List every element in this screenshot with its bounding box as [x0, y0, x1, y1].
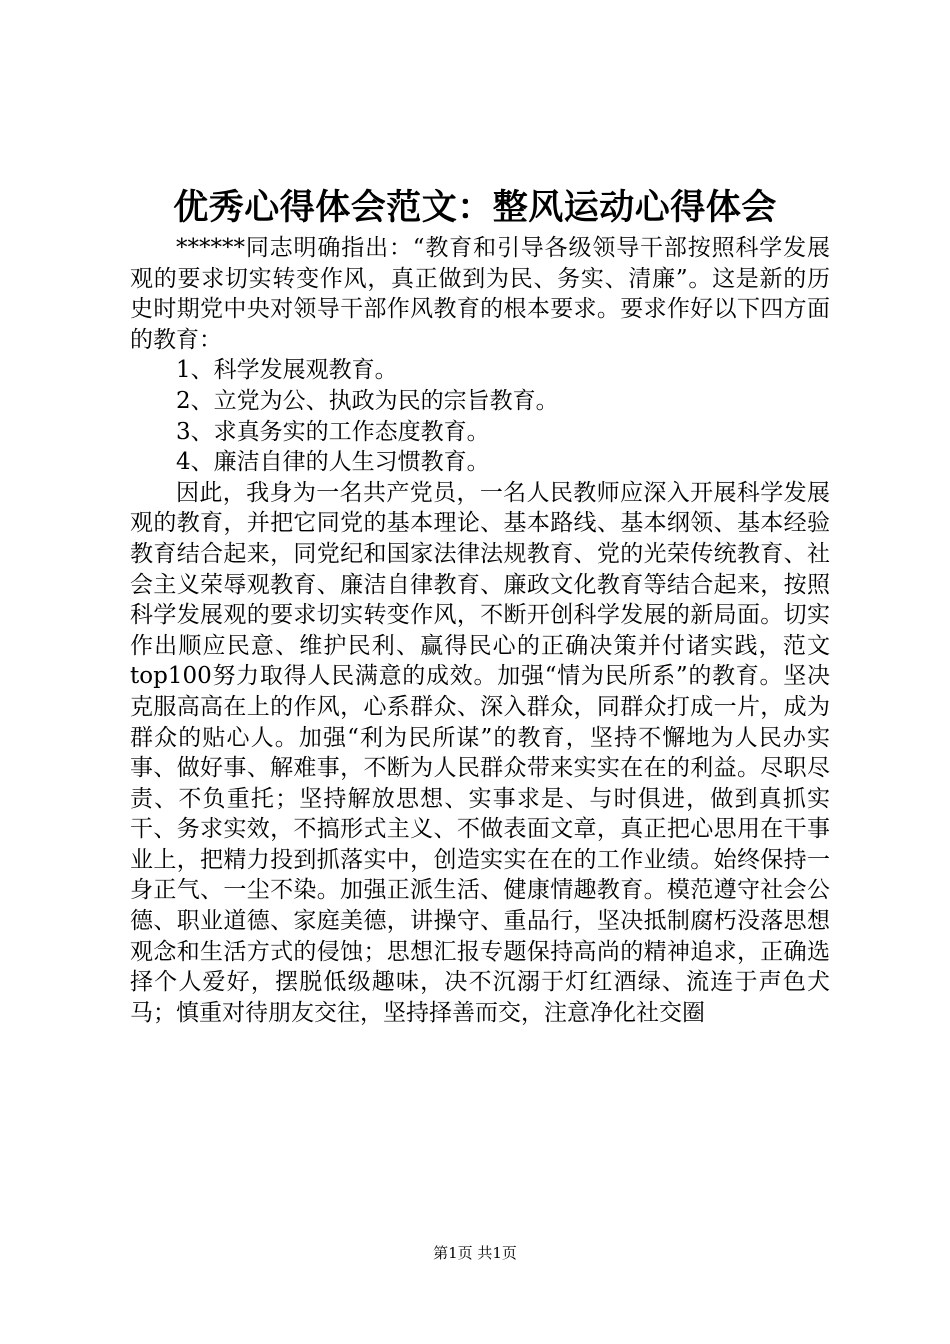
page-footer: [0, 1243, 950, 1263]
document-title: 优秀心得体会范文：整风运动心得体会: [173, 187, 777, 228]
list-item-4: 4、廉洁自律的人生习惯教育。: [176, 449, 490, 476]
paragraph-main: 因此，我身为一名共产党员，一名人民教师应深入开展科学发展观的教育，并把它同党的基本理论、基本路线、基本纲领、基本经验教育结合起来，同党纪和国家法律法规教育、党的光荣传统教育、社会主义荣辱观教育、廉洁自律教育、廉政文化教育等结合起来，按照科学发展观的要求切实转变作风，不断开创科学发展的新局面。切实作出顺应民意、维护民利、赢得民心的正确决策并付诸实践，范文top100努力取得人民满意的成效。加强“情为民所系”的教育。坚决克服高高在上的作风，心系群众、深入群众，同群众打成一片，成为群众的贴心人。加强“利为民所谋”的教育，坚持不懈地为人民办实事、做好事、解难事，不断为人民群众带来实实在在的利益。尽职尽责、不负重托；坚持解放思想、实事求是、与时俱进，做到真抓实干、务求实效，不搞形式主义、不做表面文章，真正把心思用在干事业上，把精力投到抓落实中，创造实实在在的工作业绩。始终保持一身正气、一尘不染。加强正派生活、健康情趣教育。模范遵守社会公德、职业道德、家庭美德，讲操守、重品行，坚决抵制腐朽没落思想观念和生活方式的侵蚀；思想汇报专题保持高尚的精神追求，正确选择个人爱好，摆脱低级趣味，决不沉溺于灯红酒绿、流连于声色犬马；慎重对待朋友交往，坚持择善而交，注意净化社交圈: [130, 479, 830, 1026]
list-item-1: 1、科学发展观教育。: [176, 357, 398, 384]
list-item-3: 3、求真务实的工作态度教育。: [176, 418, 490, 445]
list-item-2: 2、立党为公、执政为民的宗旨教育。: [176, 387, 559, 414]
document-body: [130, 233, 830, 1028]
page-number: 第1页: [433, 1244, 473, 1262]
paragraph-intro: ******同志明确指出：“教育和引导各级领导干部按照科学发展观的要求切实转变作风，真正做到为民、务实、清廉”。这是新的历史时期党中央对领导干部作风教育的根本要求。要求作好以下四方面的教育：: [130, 235, 830, 353]
page-total: 共1页: [477, 1244, 517, 1262]
